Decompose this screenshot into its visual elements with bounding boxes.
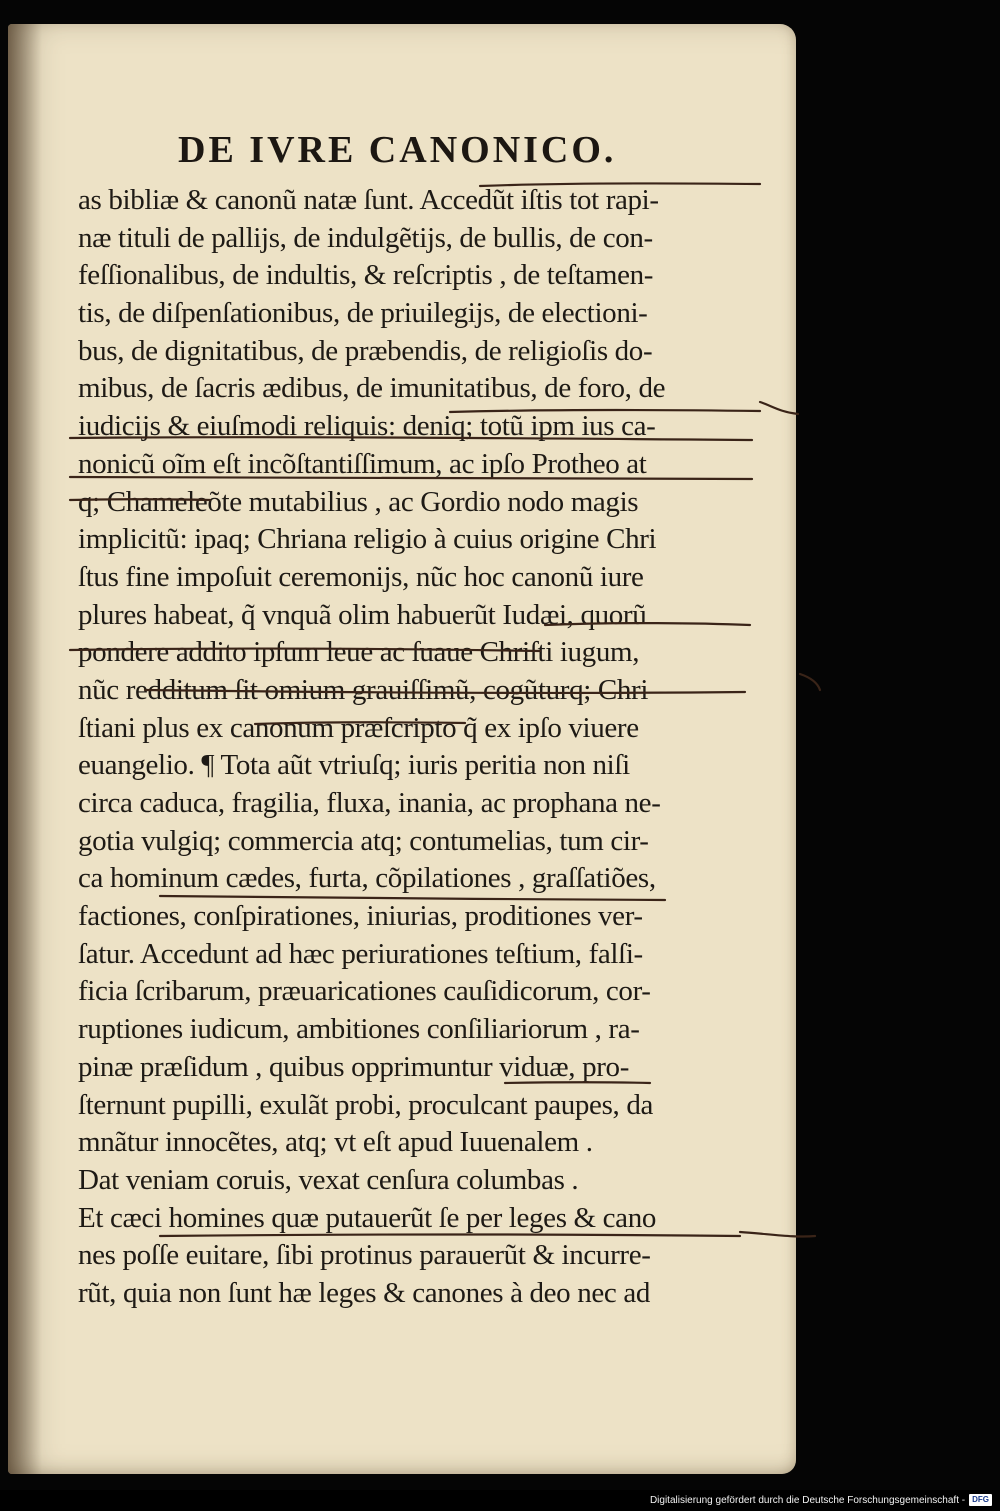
text-line xyxy=(78,710,778,748)
line-text: mibus, de ſacris ædibus, de imunitatibus, de foro, de xyxy=(78,372,666,405)
line-text: pinæ præſidum , quibus opprimuntur viduæ, pro- xyxy=(78,1050,630,1083)
line-text: as bibliæ & canonũ natæ ſunt. Accedũt iſtis tot rapi- xyxy=(78,184,659,216)
line-text: iudicijs & eiuſmodi reliquis: deniq; totũ ipm ius ca- xyxy=(78,410,656,443)
text-line xyxy=(78,446,778,484)
text-line xyxy=(78,823,778,861)
digitization-footer xyxy=(650,1492,992,1508)
text-line xyxy=(78,936,778,974)
line-text: nes poſſe euitare, ſibi protinus parauerũt & incurre- xyxy=(78,1239,651,1272)
text-line xyxy=(78,860,778,898)
text-line xyxy=(78,785,778,823)
line-text: næ tituli de pallijs, de indulgẽtijs, de bullis, de con- xyxy=(78,221,653,254)
text-line xyxy=(78,597,778,635)
line-text: Et cæci homines quæ putauerũt ſe per leges & cano xyxy=(78,1201,656,1234)
text-line xyxy=(78,1124,778,1162)
line-text: plures habeat, q̃ vnquã olim habuerũt Iudæi, quorũ xyxy=(78,598,647,631)
line-text: rũt, quia non ſunt hæ leges & canones à deo nec ad xyxy=(78,1276,651,1309)
line-text: feſſionalibus, de indultis, & reſcriptis , de teſtamen- xyxy=(78,259,654,292)
line-text: q; Chameleõte mutabilius , ac Gordio nodo magis xyxy=(78,485,639,518)
line-text: factiones, conſpirationes, iniurias, proditiones ver- xyxy=(78,900,643,933)
text-line xyxy=(78,1049,778,1087)
line-text: ſternunt pupilli, exulãt probi, proculcant paupes, da xyxy=(78,1088,653,1121)
text-line xyxy=(78,295,778,333)
text-line xyxy=(78,672,778,710)
line-text: bus, de dignitatibus, de præbendis, de religioſis do- xyxy=(78,334,653,367)
line-text: nonicũ oĩm eſt incõſtantiſſimum, ac ipſo Protheo at xyxy=(78,447,647,480)
text-line xyxy=(78,1275,778,1313)
digitization-credit: Digitalisierung gefördert durch die Deutsche Forschungsgemeinschaft - xyxy=(649,1494,966,1506)
book-page xyxy=(8,24,796,1474)
text-line xyxy=(78,220,778,258)
text-line xyxy=(78,634,778,672)
line-text: mnãtur innocẽtes, atq; vt eſt apud Iuuenalem . xyxy=(78,1126,593,1159)
text-line xyxy=(78,1162,778,1200)
text-line xyxy=(78,1011,778,1049)
text-line xyxy=(78,973,778,1011)
line-text: ca hominum cædes, furta, cõpilationes , graſſatiões, xyxy=(78,862,656,895)
text-line xyxy=(78,370,778,408)
line-text: pondere addito ipſum leue ac ſuaue Chriſti iugum, xyxy=(78,636,640,669)
text-line xyxy=(78,257,778,295)
line-text: tis, de diſpenſationibus, de priuilegijs, de electioni- xyxy=(78,297,648,330)
text-line xyxy=(78,182,778,220)
text-line xyxy=(78,408,778,446)
line-text: ficia ſcribarum, præuaricationes cauſidicorum, cor- xyxy=(78,975,651,1008)
line-text: gotia vulgiq; commercia atq; contumelias, tum cir- xyxy=(78,824,649,857)
text-block xyxy=(78,182,778,1313)
text-line xyxy=(78,521,778,559)
text-line xyxy=(78,898,778,936)
dfg-logo: DFG xyxy=(969,1494,992,1506)
text-line xyxy=(78,1237,778,1275)
text-line xyxy=(78,333,778,371)
line-text: nũc redditum ſit omium grauiſſimũ, cogũturq; Chri xyxy=(78,673,649,706)
line-text: implicitũ: ipaq; Chriana religio à cuius origine Chri xyxy=(78,523,657,556)
text-line xyxy=(78,1200,778,1238)
line-text: euangelio. ¶ Tota aũt vtriuſq; iuris peritia non niſi xyxy=(78,749,630,782)
line-text: ruptiones iudicum, ambitiones conſiliariorum , ra- xyxy=(78,1013,640,1046)
text-line xyxy=(78,747,778,785)
text-line xyxy=(78,1087,778,1125)
line-text: ſtiani plus ex canonum præſcripto q̃ ex ipſo viuere xyxy=(78,711,639,744)
line-text: ſatur. Accedunt ad hæc periurationes teſtium, falſi- xyxy=(78,937,643,970)
text-line xyxy=(78,484,778,522)
line-text: Dat veniam coruis, vexat cenſura columbas . xyxy=(78,1163,579,1196)
line-text: ſtus fine impoſuit ceremonijs, nũc hoc canonũ iure xyxy=(78,560,644,593)
running-head: DE IVRE CANONICO. xyxy=(178,129,617,171)
line-text: circa caduca, fragilia, fluxa, inania, ac prophana ne- xyxy=(78,787,661,819)
text-line xyxy=(78,559,778,597)
